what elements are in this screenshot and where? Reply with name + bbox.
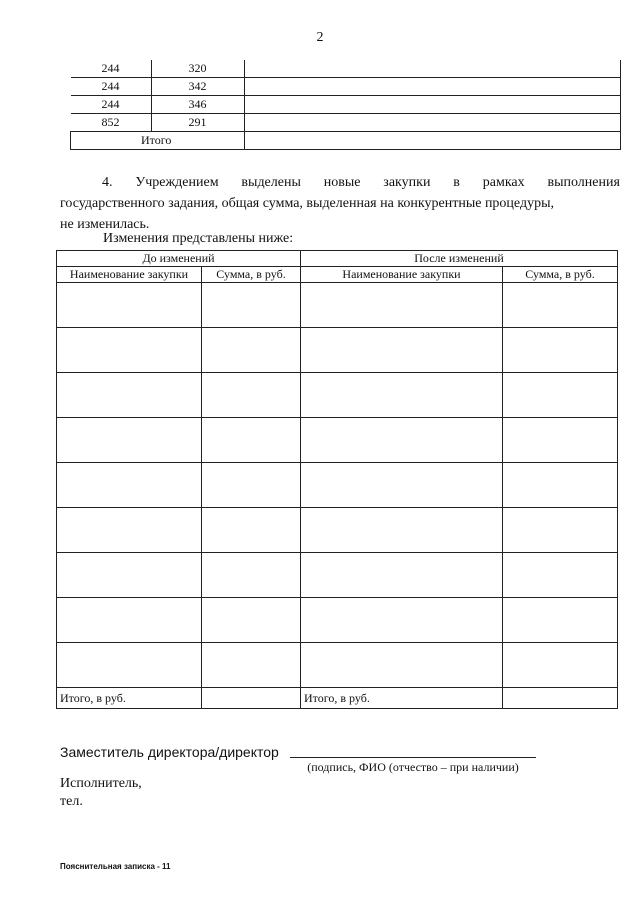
total-value-cell	[244, 132, 621, 150]
changes-table	[56, 250, 618, 709]
cell	[57, 643, 202, 688]
total-label-before: Итого, в руб.	[57, 688, 202, 709]
table-row	[57, 553, 618, 598]
word: рамках	[482, 175, 525, 190]
footer-note: Пояснительная записка - 11	[60, 862, 171, 871]
table-row	[57, 328, 618, 373]
cell	[503, 598, 618, 643]
cell	[503, 463, 618, 508]
code-cell: 244	[71, 78, 152, 96]
cell	[202, 418, 301, 463]
code-cell: 342	[151, 78, 244, 96]
word: 4.	[102, 175, 113, 190]
cell	[202, 553, 301, 598]
cell	[301, 373, 503, 418]
signature-line	[290, 757, 536, 758]
paragraph-4-line-2: государственного задания, общая сумма, выделенная на конкурентные процедуры,	[60, 196, 554, 211]
header-before-changes: До изменений	[57, 251, 301, 267]
column-header-name-after: Наименование закупки	[301, 267, 503, 283]
code-cell: 244	[71, 60, 152, 78]
cell	[57, 418, 202, 463]
paragraph-4	[60, 172, 620, 235]
cell	[503, 328, 618, 373]
table-row	[57, 283, 618, 328]
value-cell	[244, 60, 621, 78]
word: в	[453, 175, 460, 190]
cell	[57, 283, 202, 328]
word: выполнения	[547, 175, 620, 190]
value-cell	[244, 96, 621, 114]
code-cell: 291	[151, 114, 244, 132]
total-label-after: Итого, в руб.	[301, 688, 503, 709]
value-cell	[244, 78, 621, 96]
cell	[57, 328, 202, 373]
cell	[503, 418, 618, 463]
paragraph-4-line-1	[60, 172, 620, 193]
changes-intro: Изменения представлены ниже:	[103, 231, 294, 246]
cell	[301, 553, 503, 598]
cell	[301, 283, 503, 328]
cell	[202, 598, 301, 643]
cell	[202, 508, 301, 553]
total-sum-after	[503, 688, 618, 709]
table-row	[57, 463, 618, 508]
header-after-changes: После изменений	[301, 251, 618, 267]
phone-label: тел.	[60, 794, 83, 809]
code-cell: 244	[71, 96, 152, 114]
table-row	[57, 643, 618, 688]
word: выделены	[241, 175, 301, 190]
column-header-name-before: Наименование закупки	[57, 267, 202, 283]
column-header-sum-before: Сумма, в руб.	[202, 267, 301, 283]
table-row	[57, 508, 618, 553]
cell	[301, 328, 503, 373]
cell	[301, 463, 503, 508]
word: новые	[323, 175, 361, 190]
cell	[202, 373, 301, 418]
code-cell: 320	[151, 60, 244, 78]
budget-codes-table	[70, 60, 621, 150]
signature-caption: (подпись, ФИО (отчество – при наличии)	[307, 760, 519, 774]
executor-label: Исполнитель,	[60, 776, 142, 791]
cell	[57, 553, 202, 598]
table-row	[71, 96, 621, 114]
cell	[301, 508, 503, 553]
cell	[503, 283, 618, 328]
total-row	[71, 132, 621, 150]
cell	[202, 463, 301, 508]
cell	[57, 373, 202, 418]
code-cell: 852	[71, 114, 152, 132]
value-cell	[244, 114, 621, 132]
table-row	[57, 373, 618, 418]
cell	[301, 643, 503, 688]
total-sum-before	[202, 688, 301, 709]
cell	[57, 463, 202, 508]
cell	[503, 643, 618, 688]
total-label: Итого	[71, 132, 245, 150]
cell	[57, 598, 202, 643]
cell	[301, 418, 503, 463]
cell	[503, 553, 618, 598]
cell	[301, 598, 503, 643]
code-cell: 346	[151, 96, 244, 114]
cell	[202, 643, 301, 688]
word: закупки	[383, 175, 431, 190]
cell	[503, 373, 618, 418]
page-number: 2	[316, 30, 324, 45]
column-header-sum-after: Сумма, в руб.	[503, 267, 618, 283]
word: Учреждением	[135, 175, 219, 190]
paragraph-4-line-3: не изменилась.	[60, 217, 150, 232]
table-row	[57, 418, 618, 463]
signature-label: Заместитель директора/директор	[60, 744, 279, 760]
column-header-row	[57, 267, 618, 283]
group-header-row	[57, 251, 618, 267]
table-row	[57, 598, 618, 643]
cell	[57, 508, 202, 553]
table-row	[71, 114, 621, 132]
table-row	[71, 78, 621, 96]
cell	[503, 508, 618, 553]
cell	[202, 283, 301, 328]
total-row	[57, 688, 618, 709]
table-row	[71, 60, 621, 78]
cell	[202, 328, 301, 373]
